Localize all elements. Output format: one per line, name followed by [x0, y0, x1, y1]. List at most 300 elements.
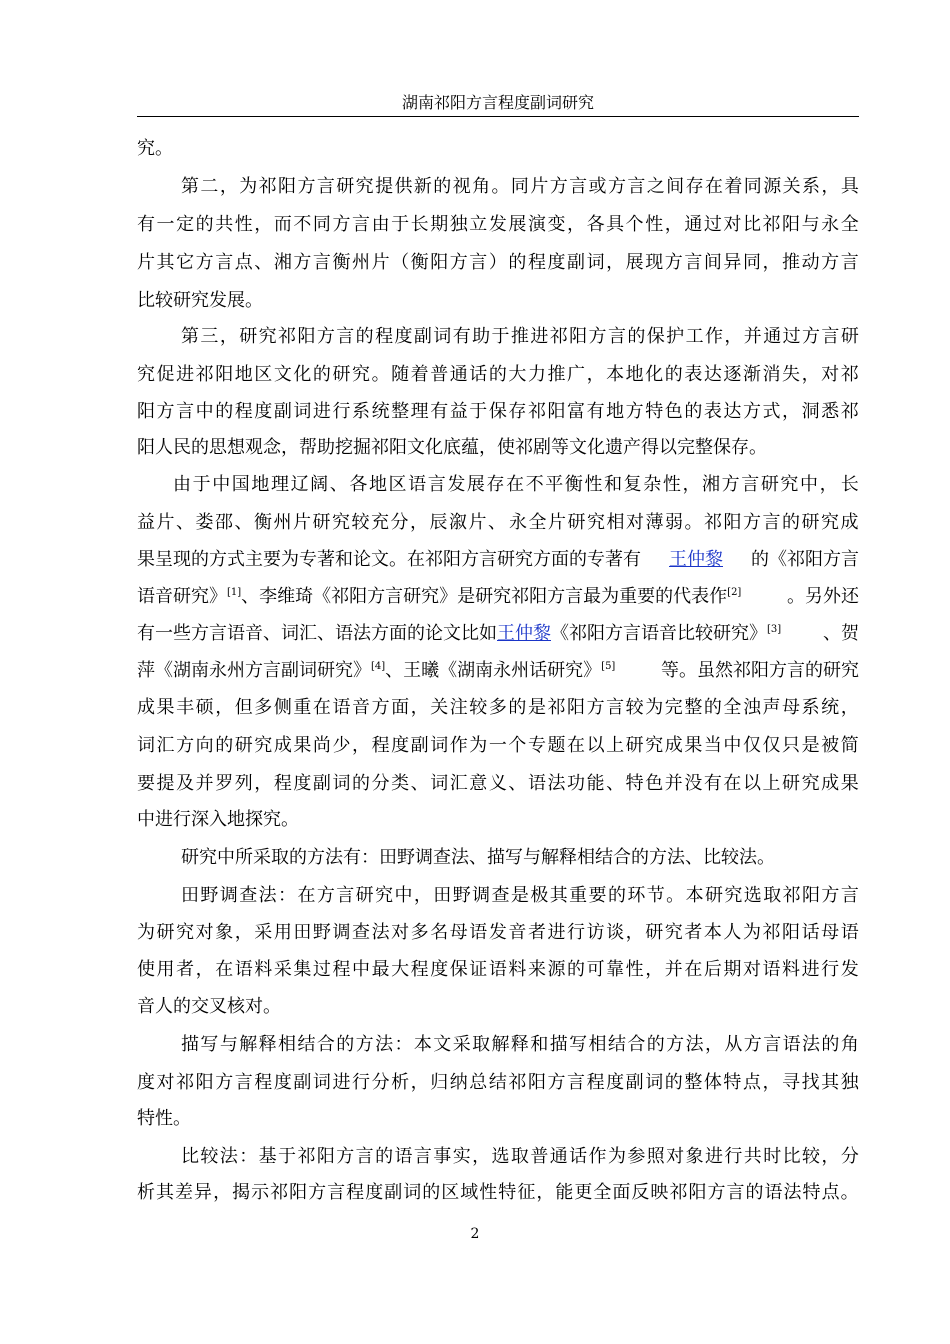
char: 独 — [840, 1072, 859, 1093]
text-line — [137, 400, 859, 424]
text-line — [137, 511, 859, 535]
char: 研 — [332, 364, 351, 385]
char: 在 — [215, 959, 234, 980]
char: 用 — [156, 959, 175, 980]
char: 言 — [726, 1182, 745, 1203]
char: 人 — [723, 922, 742, 943]
char: 展 — [466, 474, 485, 495]
char: 言 — [355, 1146, 374, 1167]
char: 行 — [724, 1146, 743, 1167]
char: 其 — [156, 1182, 175, 1203]
char: 言 — [569, 176, 588, 197]
char: 对 — [723, 214, 742, 235]
char: 研 — [239, 326, 258, 347]
char: 阳 — [289, 1182, 308, 1203]
char: 共 — [215, 214, 234, 235]
char: 方 — [586, 697, 605, 718]
char: 色 — [645, 773, 664, 794]
char: 列 — [234, 773, 253, 794]
char: 角 — [472, 176, 491, 197]
char: 溆 — [449, 512, 467, 533]
char: 名 — [430, 922, 449, 943]
char: 阳 — [278, 176, 297, 197]
char: 语 — [782, 1034, 801, 1055]
char: 存 — [685, 176, 704, 197]
char: ， — [254, 214, 273, 235]
char: 语 — [234, 959, 253, 980]
char: 区 — [441, 1182, 460, 1203]
text-line — [137, 622, 859, 646]
char: ， — [801, 364, 820, 385]
char: 片 — [293, 512, 311, 533]
char: 或 — [588, 176, 607, 197]
char: 野 — [200, 885, 219, 906]
char: 为 — [742, 922, 761, 943]
char: 阳 — [527, 1072, 546, 1093]
char: 言 — [607, 326, 626, 347]
char: 查 — [352, 922, 371, 943]
char: 阳 — [782, 214, 801, 235]
char: 的 — [782, 512, 800, 533]
char: 其 — [821, 1072, 840, 1093]
char: 访 — [586, 922, 605, 943]
text-line — [137, 548, 859, 572]
char: 片 — [371, 252, 390, 273]
char: 整 — [391, 401, 410, 422]
char: 方 — [449, 252, 468, 273]
char: 象 — [215, 922, 234, 943]
char: 副 — [625, 1072, 644, 1093]
char: 视 — [452, 176, 471, 197]
line-text: 有一些方言语音、词汇、语法方面的论文比如 — [137, 623, 497, 644]
char: 度 — [606, 1072, 625, 1093]
char: 其 — [156, 252, 175, 273]
char: ， — [821, 176, 840, 197]
char: 、 — [234, 512, 253, 533]
text-line — [137, 1181, 859, 1205]
char: 的 — [508, 252, 527, 273]
char: 阳 — [195, 1072, 214, 1093]
char: 硕 — [195, 697, 214, 718]
char: 度 — [137, 1072, 155, 1093]
char: 果 — [684, 735, 703, 756]
char: 谈 — [606, 922, 625, 943]
char: 采 — [452, 1034, 471, 1055]
char: 行 — [332, 401, 351, 422]
char: 语 — [840, 922, 859, 943]
char: 的 — [433, 176, 452, 197]
char: 究 — [801, 773, 820, 794]
char: 成 — [273, 735, 292, 756]
char: 的 — [745, 1182, 764, 1203]
char: 地 — [251, 474, 270, 495]
char: 是 — [527, 697, 546, 718]
char: 言 — [627, 176, 646, 197]
char: 娄 — [195, 512, 214, 533]
char: 具 — [606, 214, 625, 235]
line-text: 。另外还 — [787, 586, 859, 607]
char: 度 — [547, 252, 566, 273]
char: 副 — [384, 1182, 403, 1203]
char: 中 — [800, 474, 818, 495]
char: 话 — [801, 922, 820, 943]
char: 言 — [763, 1034, 782, 1055]
char: 靠 — [606, 959, 625, 980]
char: 对 — [156, 1072, 175, 1093]
char: 阳 — [782, 922, 801, 943]
char: 程 — [371, 735, 390, 756]
char: 普 — [430, 364, 449, 385]
char: 统 — [371, 401, 390, 422]
char: 的 — [567, 959, 586, 980]
char: 的 — [488, 364, 507, 385]
char: ， — [215, 697, 234, 718]
citation-ref[interactable]: [5] — [601, 661, 616, 672]
char: 的 — [352, 773, 371, 794]
char: 中 — [352, 959, 371, 980]
char: 类 — [391, 773, 410, 794]
char: 是 — [801, 735, 820, 756]
char: 过 — [782, 326, 801, 347]
author-link[interactable]: 王仲黎 — [497, 623, 551, 644]
char: 进 — [547, 922, 566, 943]
char: 分 — [371, 1072, 390, 1093]
char: 湘 — [273, 252, 292, 273]
char: 节 — [646, 885, 665, 906]
char: 可 — [586, 959, 605, 980]
char: 环 — [627, 885, 646, 906]
char: 的 — [607, 885, 626, 906]
char: 从 — [724, 1034, 743, 1055]
char: 个 — [625, 214, 644, 235]
char: 只 — [782, 735, 801, 756]
char: 着 — [410, 364, 429, 385]
char: 弱 — [665, 512, 683, 533]
char: 查 — [239, 885, 258, 906]
char: 在 — [506, 474, 525, 495]
char: 写 — [569, 1034, 588, 1055]
char: 方 — [355, 1034, 374, 1055]
char: 进 — [801, 959, 820, 980]
char: 为 — [137, 922, 155, 943]
citation-ref[interactable]: [1] — [227, 587, 242, 598]
text-line: 究。 — [137, 138, 173, 159]
char: 语 — [408, 474, 427, 495]
char: 向 — [195, 735, 214, 756]
char: 映 — [650, 1182, 669, 1203]
char: 选 — [743, 885, 762, 906]
char: 本 — [685, 885, 704, 906]
char: ， — [413, 885, 432, 906]
char: 演 — [527, 214, 546, 235]
char: 平 — [545, 474, 564, 495]
char: 渐 — [742, 364, 761, 385]
char: 祁 — [195, 364, 214, 385]
char: 的 — [508, 697, 527, 718]
char: 并 — [664, 773, 683, 794]
citation-ref[interactable]: [3] — [767, 624, 782, 635]
char: 对 — [626, 512, 644, 533]
char: 词 — [403, 1182, 422, 1203]
char: 音 — [352, 697, 371, 718]
char: 仅 — [742, 735, 761, 756]
char: 语 — [488, 959, 507, 980]
char: 方 — [308, 1182, 327, 1203]
char: 复 — [623, 474, 642, 495]
char: 对 — [742, 959, 761, 980]
char: 度 — [273, 1072, 292, 1093]
char: 的 — [355, 326, 374, 347]
char: 和 — [530, 1034, 549, 1055]
char: 行 — [821, 959, 840, 980]
char: 、 — [488, 512, 506, 533]
line-text: 等。虽然祁阳方言的研究 — [661, 660, 859, 681]
char: 同 — [510, 176, 529, 197]
char: 程 — [234, 401, 253, 422]
char: 普 — [530, 1146, 549, 1167]
char: 对 — [666, 1146, 685, 1167]
char: 法 — [802, 1034, 820, 1055]
char: 取 — [763, 885, 782, 906]
char: ， — [213, 1182, 232, 1203]
char: 薄 — [645, 512, 664, 533]
char: 研 — [312, 512, 331, 533]
char: 后 — [703, 959, 722, 980]
char: 本 — [606, 364, 625, 385]
char: 期 — [430, 214, 449, 235]
char: 言 — [327, 1182, 346, 1203]
char: 具 — [840, 176, 859, 197]
char: 阳 — [688, 1182, 707, 1203]
char: 料 — [508, 959, 527, 980]
char: 关 — [782, 176, 801, 197]
char: 较 — [802, 1146, 820, 1167]
line-text: 、贺 — [823, 623, 859, 644]
char: 共 — [743, 1146, 762, 1167]
char: 解 — [491, 1034, 510, 1055]
char: 对 — [391, 922, 410, 943]
char: 方 — [176, 735, 195, 756]
char: ， — [704, 1034, 723, 1055]
char: 言 — [176, 401, 195, 422]
char: 全 — [593, 1182, 612, 1203]
citation-ref[interactable]: [4] — [371, 661, 386, 672]
char: 进 — [176, 364, 195, 385]
text-line: 中进行深入地探究。 — [137, 809, 299, 830]
text-line — [137, 696, 859, 720]
char: 程 — [254, 1072, 273, 1093]
char: 法 — [685, 1034, 704, 1055]
line-text: 的《祁阳方言 — [751, 549, 859, 570]
char: 差 — [175, 1182, 194, 1203]
char: 衡 — [332, 252, 351, 273]
char: 系 — [352, 401, 371, 422]
char: 性 — [625, 959, 644, 980]
char: ， — [821, 1146, 840, 1167]
char: 词 — [430, 773, 449, 794]
char: 研 — [234, 735, 253, 756]
char: 有 — [430, 401, 449, 422]
char: 为 — [239, 176, 258, 197]
text-line — [137, 213, 859, 237]
char: 言 — [336, 326, 355, 347]
text-line: 阳人民的思想观念，帮助挖掘祁阳文化底蕴，使祁剧等文化遗产得以完整保存。 — [137, 437, 767, 458]
char: 方 — [588, 326, 607, 347]
char: 集 — [293, 959, 312, 980]
char: 成 — [840, 512, 859, 533]
char: 益 — [449, 401, 468, 422]
char: 为 — [607, 1146, 626, 1167]
char: 实 — [452, 1146, 471, 1167]
char: 全 — [840, 214, 859, 235]
char: 系 — [801, 697, 820, 718]
char: 方 — [297, 176, 316, 197]
char: 研 — [645, 922, 664, 943]
char: 方 — [156, 401, 175, 422]
char: 的 — [312, 364, 331, 385]
char: 副 — [273, 401, 292, 422]
char: 消 — [762, 364, 781, 385]
citation-ref[interactable]: [2] — [727, 587, 742, 598]
char: 不 — [293, 214, 312, 235]
char: 法 — [219, 1146, 238, 1167]
char: 料 — [782, 959, 801, 980]
char: 词 — [586, 252, 605, 273]
char: 言 — [840, 252, 859, 273]
char: 汇 — [156, 735, 175, 756]
char: 衡 — [564, 474, 583, 495]
char: 新 — [413, 176, 432, 197]
text-line: 研究中所采取的方法有：田野调查法、描写与解释相结合的方法、比较法。 — [181, 847, 775, 868]
char: 文 — [273, 364, 292, 385]
char: （ — [391, 252, 410, 273]
char: 作 — [704, 326, 723, 347]
author-link[interactable]: 王仲黎 — [669, 549, 723, 570]
char: 取 — [472, 1034, 491, 1055]
char: 湘 — [702, 474, 721, 495]
char: 期 — [723, 959, 742, 980]
char: 度 — [391, 735, 410, 756]
char: 及 — [176, 773, 195, 794]
char: ， — [586, 364, 605, 385]
char: 较 — [469, 697, 488, 718]
char: 研 — [156, 922, 175, 943]
char: 随 — [391, 364, 410, 385]
char: 的 — [821, 1034, 840, 1055]
char: 发 — [488, 922, 507, 943]
char: ， — [536, 1182, 555, 1203]
char: 变 — [547, 214, 566, 235]
char: ， — [410, 512, 428, 533]
char: 化 — [645, 364, 664, 385]
char: ， — [762, 252, 781, 273]
char: 完 — [664, 697, 683, 718]
char: 广 — [567, 364, 586, 385]
char: 源 — [547, 959, 566, 980]
char: 采 — [254, 922, 273, 943]
char: ， — [724, 326, 743, 347]
char: 点 — [821, 1182, 840, 1203]
char: 助 — [472, 326, 491, 347]
char: 果 — [293, 735, 312, 756]
char: 、 — [329, 474, 348, 495]
char: ， — [819, 474, 838, 495]
char: 有 — [137, 214, 155, 235]
char: 作 — [588, 1146, 607, 1167]
char: 面 — [391, 697, 410, 718]
char: 通 — [763, 326, 782, 347]
char: 理 — [410, 401, 429, 422]
char: 地 — [606, 401, 625, 422]
char: 研 — [336, 176, 355, 197]
char: 究 — [355, 176, 374, 197]
char: 较 — [625, 697, 644, 718]
text-line: 音人的交叉核对。 — [137, 996, 281, 1017]
char: 独 — [449, 214, 468, 235]
char: 田 — [181, 885, 199, 906]
char: ， — [606, 252, 625, 273]
char: ， — [840, 697, 859, 718]
char: 比 — [742, 214, 761, 235]
char: 示 — [251, 1182, 270, 1203]
text-line — [137, 958, 859, 982]
line-text: 《祁阳方言语音比较研究》 — [551, 623, 767, 644]
char: 于 — [391, 214, 410, 235]
char: 式 — [762, 401, 781, 422]
char: 方 — [316, 885, 335, 906]
char: 母 — [449, 922, 468, 943]
char: 行 — [352, 1072, 371, 1093]
char: 大 — [508, 364, 527, 385]
char: 展 — [625, 252, 644, 273]
char: 地 — [368, 474, 387, 495]
char: 法 — [547, 773, 566, 794]
char: 副 — [410, 735, 429, 756]
char: 片 — [137, 252, 155, 273]
char: 方 — [742, 401, 761, 422]
char: 专 — [527, 735, 546, 756]
char: 野 — [312, 922, 331, 943]
char: 阳 — [137, 401, 155, 422]
line-text: 萍《湖南永州方言副词研究》 — [137, 660, 371, 681]
text-line — [137, 585, 859, 609]
char: 究 — [332, 512, 350, 533]
char: 祁 — [549, 326, 568, 347]
char: 解 — [239, 1034, 258, 1055]
char: 全 — [528, 512, 547, 533]
char: 方 — [195, 252, 214, 273]
char: ： — [278, 885, 297, 906]
char: 发 — [840, 959, 859, 980]
text-line — [173, 473, 859, 497]
char: 声 — [762, 697, 781, 718]
char: 理 — [270, 474, 289, 495]
char: 达 — [723, 401, 742, 422]
char: 语 — [469, 922, 488, 943]
char: 结 — [488, 1072, 507, 1093]
char: 度 — [394, 326, 413, 347]
char: 杂 — [643, 474, 662, 495]
char: 言 — [234, 1072, 253, 1093]
char: 词 — [433, 326, 452, 347]
char: 保 — [488, 401, 507, 422]
char: 要 — [137, 773, 155, 794]
char: 副 — [293, 1072, 312, 1093]
char: 祁 — [840, 401, 859, 422]
char: 料 — [254, 959, 273, 980]
text-line — [137, 251, 859, 275]
char: 描 — [181, 1034, 199, 1055]
